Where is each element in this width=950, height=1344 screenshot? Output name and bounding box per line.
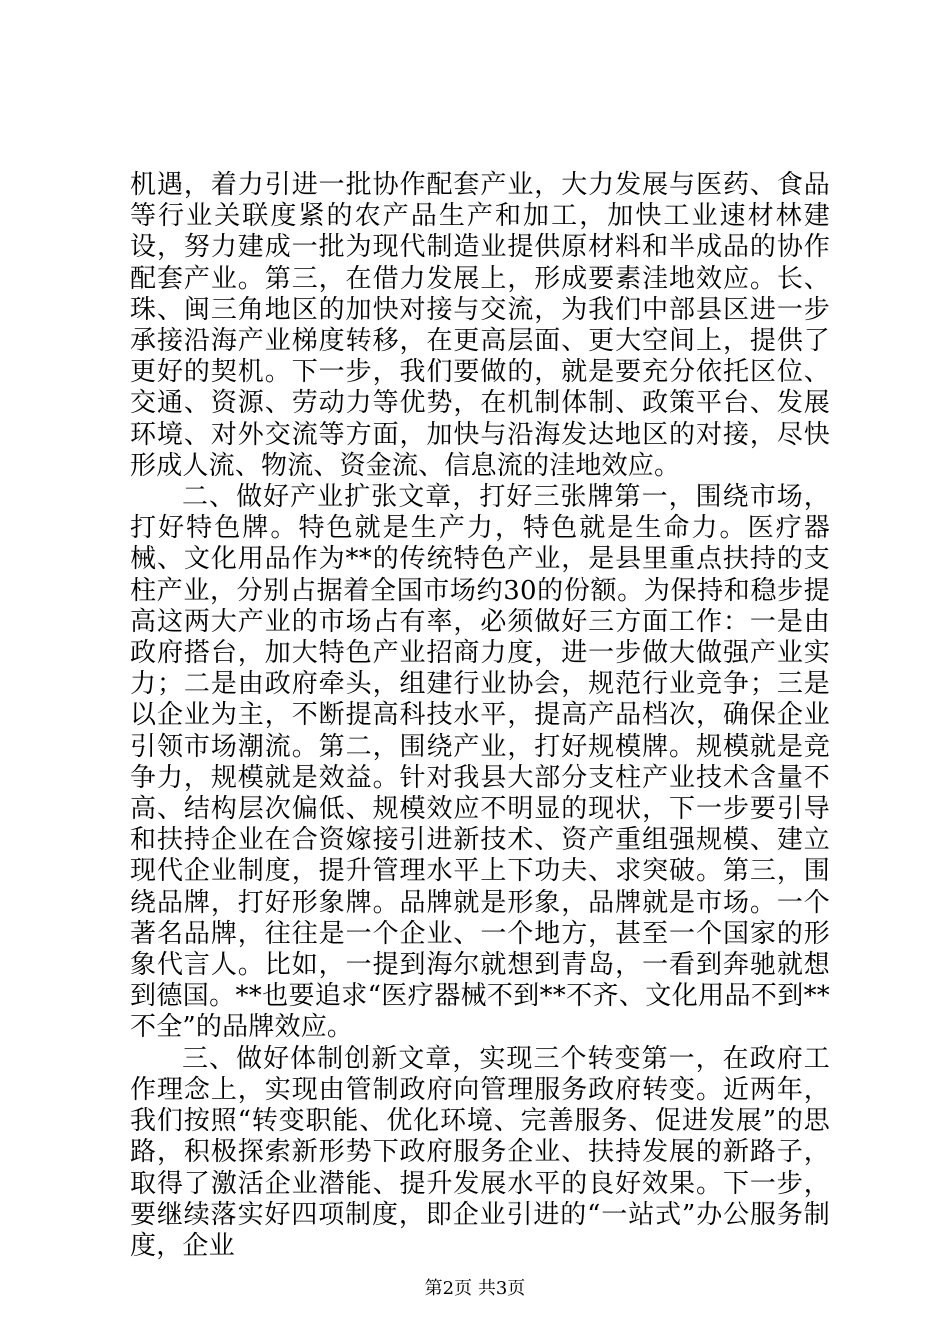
paragraph-2: 二、做好产业扩张文章，打好三张牌第一，围绕市场，打好特色牌。特色就是生产力，特色就是生命力。医疗器械、文化用品作为**的传统特色产业，是县里重点扶持的支柱产业，分别占据着全国市场约30的份额。为保持和稳步提高这两大产业的市场占有率，必须做好三方面工作：一是由政府搭台，加大特色产业招商力度，进一步做大做强产业实力；二是由政府牵头，组建行业协会，规范行业竞争；三是以企业为主，不断提高科技水平，提高产品档次，确保企业引领市场潮流。第二，围绕产业，打好规模牌。规模就是竞争力，规模就是效益。针对我县大部分支柱产业技术含量不高、结构层次偏低、规模效应不明显的现状，下一步要引导和扶持企业在合资嫁接引进新技术、资产重组强规模、建立现代企业制度，提升管理水平上下功夫、求突破。第三，围绕品牌，打好形象牌。品牌就是形象，品牌就是市场。一个著名品牌，往往是一个企业、一个地方，甚至一个国家的形象代言人。比如，一提到海尔就想到青岛，一看到奔驰就想到德国。**也要追求“医疗器械不到**不齐、文化用品不到**不全”的品牌效应。 bbox=[130, 482, 830, 1043]
paragraph-3: 三、做好体制创新文章，实现三个转变第一，在政府工作理念上，实现由管制政府向管理服务政府转变。近两年，我们按照“转变职能、优化环境、完善服务、促进发展”的思路，积极探索新形势下政府服务企业、扶持发展的新路子，取得了激活企业潜能、提升发展水平的良好效果。下一步，要继续落实好四项制度，即企业引进的“一站式”办公服务制度，企业 bbox=[130, 1043, 830, 1261]
page-number-footer: 第2页 共3页 bbox=[424, 1278, 526, 1299]
paragraph-1: 机遇，着力引进一批协作配套产业，大力发展与医药、食品等行业关联度紧的农产品生产和加工，加快工业速材林建设，努力建成一批为现代制造业提供原材料和半成品的协作配套产业。第三，在借力发展上，形成要素洼地效应。长、珠、闽三角地区的加快对接与交流，为我们中部县区进一步承接沿海产业梯度转移，在更高层面、更大空间上，提供了更好的契机。下一步，我们要做的，就是要充分依托区位、交通、资源、劳动力等优势，在机制体制、政策平台、发展环境、对外交流等方面，加快与沿海发达地区的对接，尽快形成人流、物流、资金流、信息流的洼地效应。 bbox=[130, 170, 830, 481]
document-body bbox=[130, 170, 830, 1262]
